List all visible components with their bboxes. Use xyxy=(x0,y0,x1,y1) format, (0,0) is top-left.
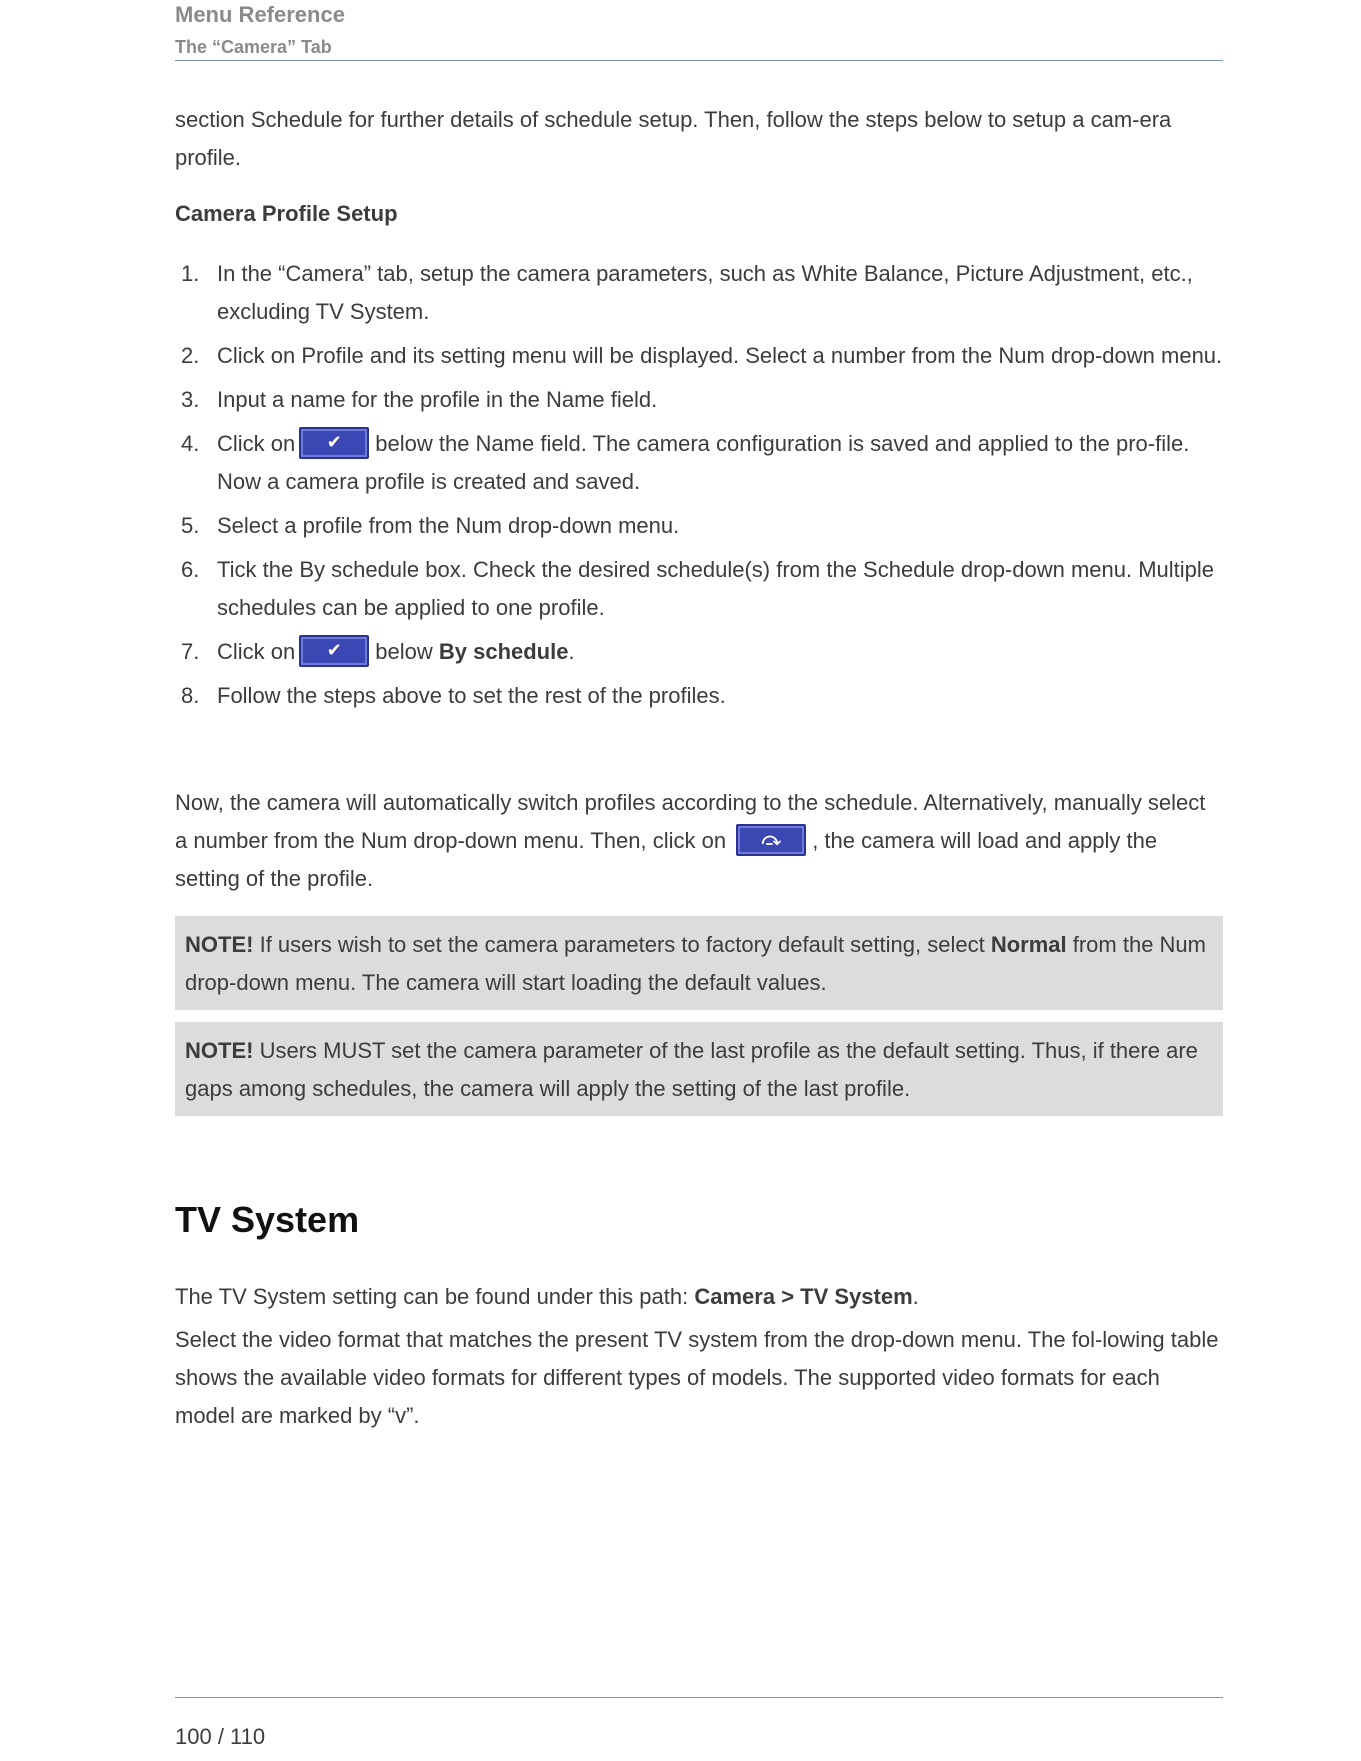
checkmark-icon: ✔ xyxy=(326,640,342,662)
step-number: 1. xyxy=(181,261,200,286)
footer-divider xyxy=(175,1697,1223,1698)
step-text xyxy=(217,425,1223,501)
step-text: In the “Camera” tab, setup the camera parameters, such as White Balance, Picture Adjustment, etc., excluding TV System. xyxy=(217,261,1193,324)
step-number: 7. xyxy=(181,639,200,665)
list-item xyxy=(175,677,1223,715)
path-text-end: . xyxy=(912,1284,919,1309)
step-text-bold: By schedule xyxy=(438,639,569,665)
load-profile-button[interactable] xyxy=(736,824,806,856)
list-item xyxy=(175,381,1223,419)
step-text-post: below xyxy=(375,639,433,665)
list-item xyxy=(175,551,1223,627)
step-number: 5. xyxy=(181,513,200,539)
note-text-bold: Normal xyxy=(990,932,1067,957)
tv-system-description-paragraph: Select the video format that matches the present TV system from the drop-down menu. The fol-lowing table shows the available video formats for different types of models. The supported video formats for each model are marked by “v”. xyxy=(175,1327,1219,1428)
step-text-pre: Click on xyxy=(217,639,296,665)
step-number: 3. xyxy=(181,387,200,412)
schedule-explanation-paragraph xyxy=(175,784,1223,898)
note-text-post: from the Num drop-down menu. The camera will start loading the default values. xyxy=(185,932,1206,995)
tv-system-heading: TV System xyxy=(175,1199,360,1240)
path-text-pre: The TV System setting can be found under this path: xyxy=(175,1284,689,1309)
note-text-pre: If users wish to set the camera parameters to factory default setting, select xyxy=(259,932,985,957)
load-profile-icon: ⤼ xyxy=(761,829,781,851)
note-box-last-profile xyxy=(175,1022,1223,1116)
list-item xyxy=(175,425,1223,501)
paragraph-text-pre: Now, the camera will automatically switch profiles according to the schedule. Alternatively, manually select a number from the Num drop-down menu. Then, click on xyxy=(175,790,1206,853)
document-page xyxy=(175,0,1223,1761)
step-text-end: . xyxy=(568,639,575,665)
camera-profile-setup-heading: Camera Profile Setup xyxy=(175,201,398,226)
intro-paragraph: section Schedule for further details of schedule setup. Then, follow the steps below to setup a cam-era profile. xyxy=(175,107,1172,170)
setup-steps-list xyxy=(175,255,1223,721)
running-header-subtitle: The “Camera” Tab xyxy=(175,37,332,57)
note-box-factory-default xyxy=(175,916,1223,1010)
step-text: Select a profile from the Num drop-down menu. xyxy=(217,513,680,539)
step-text xyxy=(217,633,1223,671)
running-header-title: Menu Reference xyxy=(175,2,345,27)
page-number: 100 / 110 xyxy=(175,1724,266,1749)
list-item xyxy=(175,507,1223,545)
step-number: 2. xyxy=(181,343,200,368)
step-number: 4. xyxy=(181,431,200,456)
note-label: NOTE! xyxy=(185,1038,254,1063)
step-text: Click on Profile and its setting menu will be displayed. Select a number from the Num drop-down menu. xyxy=(217,343,1223,368)
header-divider xyxy=(175,60,1223,61)
step-text: Tick the By schedule box. Check the desired schedule(s) from the Schedule drop-down menu. Multiple schedules can be applied to one profile. xyxy=(217,557,1215,621)
menu-path: Camera > TV System xyxy=(694,1284,913,1309)
tv-system-path-paragraph xyxy=(175,1278,1223,1316)
save-schedule-button[interactable] xyxy=(299,635,369,667)
step-number: 6. xyxy=(181,557,200,583)
step-number: 8. xyxy=(181,683,200,709)
step-text: Follow the steps above to set the rest of the profiles. xyxy=(217,683,726,709)
note-label: NOTE! xyxy=(185,932,254,957)
paragraph-text-post: , the camera will load and apply the setting of the profile. xyxy=(175,828,1158,892)
note-text: Users MUST set the camera parameter of the last profile as the default setting. Thus, if there are gaps among schedules, the camera will apply the setting of the last profile. xyxy=(185,1038,1198,1101)
list-item xyxy=(175,255,1223,331)
list-item xyxy=(175,337,1223,375)
step-text-pre: Click on xyxy=(217,431,296,456)
step-text: Input a name for the profile in the Name field. xyxy=(217,387,658,412)
list-item xyxy=(175,633,1223,671)
save-profile-button[interactable] xyxy=(299,427,369,459)
step-text-post: below the Name field. The camera configuration is saved and applied to the pro-file. Now a camera profile is created and saved. xyxy=(217,431,1190,495)
checkmark-icon: ✔ xyxy=(326,432,342,454)
